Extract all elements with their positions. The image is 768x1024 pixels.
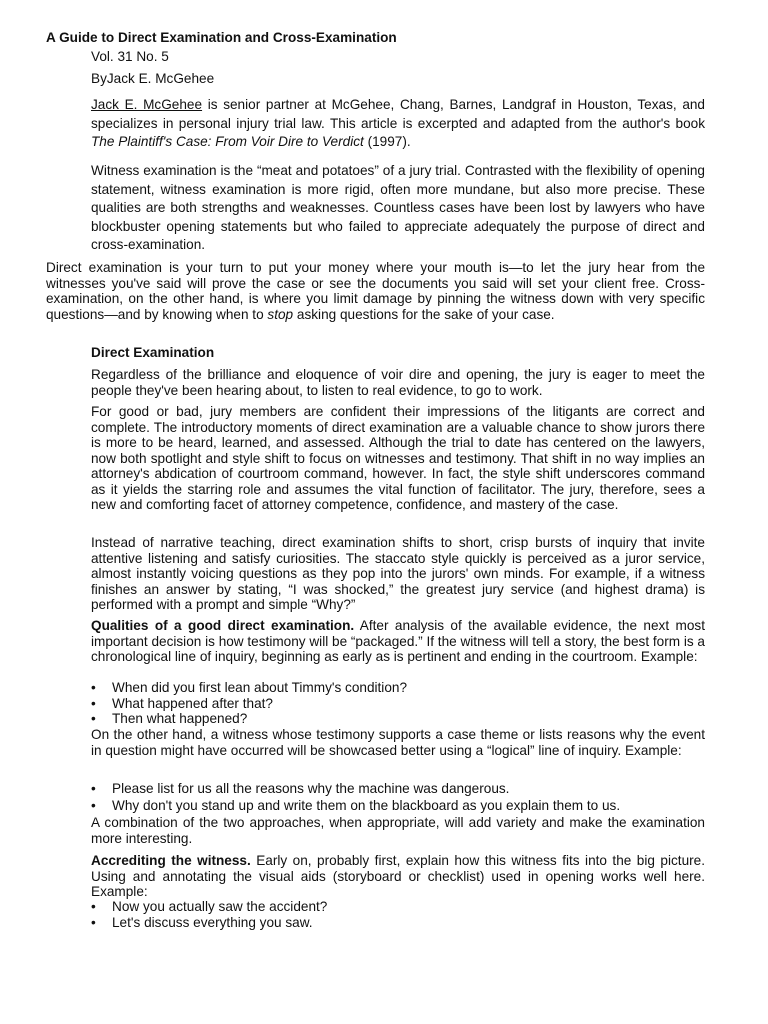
author-name-link[interactable]: Jack E. McGehee	[91, 97, 203, 112]
list-item: • Let's discuss everything you saw.	[91, 915, 705, 931]
list-item: • What happened after that?	[91, 696, 705, 712]
section-heading-direct: Direct Examination	[91, 345, 215, 360]
accrediting-text: Early on, probably first, explain how this witness fits into the big picture. Using and annotating the visual aids (storyboard or checklist) used in opening works well here. Example:	[91, 853, 705, 899]
direct-paragraph-2: For good or bad, jury members are confident their impressions of the litigants are correct and complete. The introductory moments of direct examination are a valuable chance to show jurors there is more to be heard, learned, and assessed. Although the trial to date has centered on the lawyers, now both spotlight and style shift to focus on witnesses and testimony. That shift in no way implies an attorney's abdication of courtroom command, however. In fact, the style shift underscores command as it yields the starring role and assumes the vital function of facilitator. The jury, therefore, sees a new and comforting facet of attorney competence, confidence, and mastery of the case.	[91, 404, 705, 512]
chronological-example-list	[91, 680, 705, 727]
list-item: • Please list for us all the reasons why the machine was dangerous.	[91, 781, 705, 798]
overview-text: Direct examination is your turn to put your money where your mouth is—to let the jury hear from the witnesses you've said will prove the case or see the documents you said will set your client free. Cross-examination, on the other hand, is where you limit damage by pinning the witness down with very specific questions—and by knowing when to	[46, 260, 705, 322]
intro-paragraph: Witness examination is the “meat and potatoes” of a jury trial. Contrasted with the flexibility of opening statement, witness examination is more rigid, often more mundane, but also more precise. These qualities are both strengths and weaknesses. Countless cases have been lost by lawyers who have blockbuster opening statements but who failed to appreciate adequately the purpose of direct and cross-examination.	[91, 163, 705, 252]
accrediting-paragraph	[91, 853, 705, 900]
list-item: • Then what happened?	[91, 711, 705, 727]
accrediting-example-list	[91, 899, 705, 930]
combination-paragraph: A combination of the two approaches, when appropriate, will add variety and make the examination more interesting.	[91, 815, 705, 846]
byline: ByJack E. McGehee	[91, 71, 215, 86]
accrediting-heading: Accrediting the witness.	[91, 853, 251, 868]
book-title: The Plaintiff's Case: From Voir Dire to Verdict	[91, 134, 364, 149]
author-bio	[91, 96, 705, 152]
volume-info: Vol. 31 No. 5	[91, 49, 169, 64]
qualities-paragraph	[91, 618, 705, 665]
direct-paragraph-3: Instead of narrative teaching, direct examination shifts to short, crisp bursts of inquiry that invite attentive listening and satisfy curiosities. The staccato style quickly is perceived as a juror service, almost instantly voicing questions as they pop into the jurors' own minds. For example, if a witness finishes an answer by stating, “I was shocked,” the greatest jury service (and highest drama) is performed with a prompt and simple “Why?”	[91, 535, 705, 612]
overview-emphasis: stop	[267, 306, 294, 322]
overview-text-end: asking questions for the sake of your case.	[293, 306, 555, 322]
list-item: • Why don't you stand up and write them on the blackboard as you explain them to us.	[91, 798, 705, 815]
direct-paragraph-1: Regardless of the brilliance and eloquence of voir dire and opening, the jury is eager to meet the people they've been hearing about, to listen to real evidence, to go to work.	[91, 367, 705, 398]
logical-paragraph: On the other hand, a witness whose testimony supports a case theme or lists reasons why the event in question might have occurred will be showcased better using a “logical” line of inquiry. Example:	[91, 727, 705, 758]
logical-example-list	[91, 781, 705, 814]
list-item: • Now you actually saw the accident?	[91, 899, 705, 915]
list-item: • When did you first lean about Timmy's condition?	[91, 680, 705, 696]
overview-paragraph	[46, 260, 705, 322]
bio-text: is senior partner at McGehee, Chang, Barnes, Landgraf in Houston, Texas, and specializes in personal injury trial law. This article is excerpted and adapted from the author's book	[91, 97, 705, 131]
article-title: A Guide to Direct Examination and Cross-Examination	[46, 30, 397, 45]
bio-year: (1997).	[363, 134, 411, 149]
qualities-heading: Qualities of a good direct examination.	[91, 618, 355, 633]
qualities-text: After analysis of the available evidence, the next most important decision is how testimony will be “packaged.” If the witness will tell a story, the best form is a chronological line of inquiry, beginning as early as is pertinent and ending in the courtroom. Example:	[91, 618, 705, 664]
